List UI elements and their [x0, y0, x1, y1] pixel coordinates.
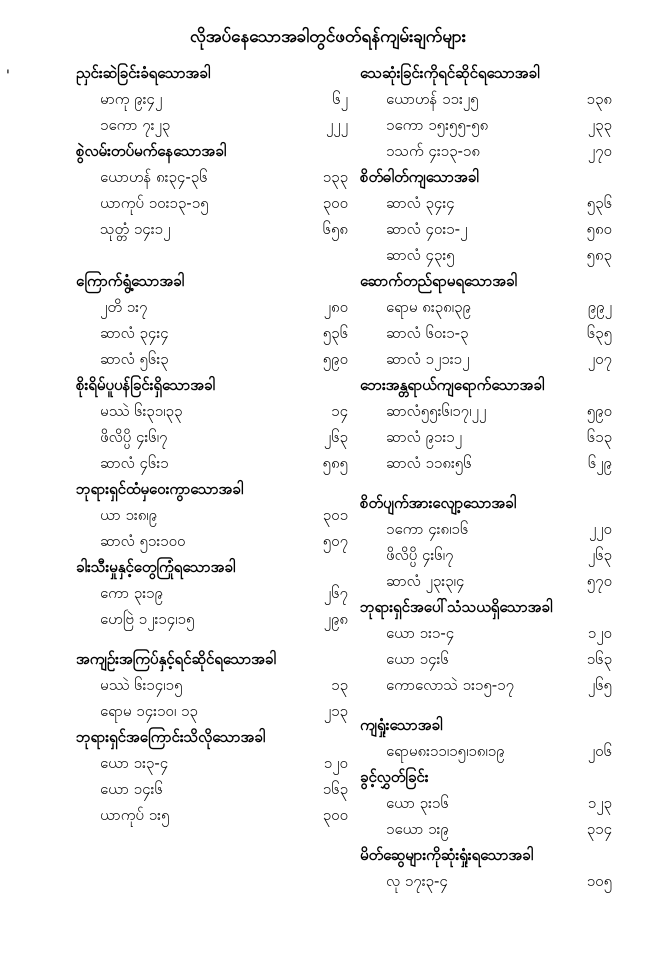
page-number: ၂၆၇ [323, 584, 348, 602]
verse-entry [360, 346, 612, 372]
page-number: ၁၆၃ [586, 650, 612, 668]
page-number: ၃၀၀ [322, 194, 348, 212]
verse-entry [86, 750, 348, 776]
left-column [76, 60, 348, 828]
verse-reference: ယော ၁း၃-၄ [100, 754, 169, 772]
verse-entry [360, 320, 612, 346]
page-number: ၂၀၇ [587, 350, 612, 368]
verse-entry [360, 868, 612, 894]
page-number: ၆၃၅ [586, 324, 612, 342]
verse-entry [360, 542, 612, 568]
verse-reference: ဆာလံ ၅၆း၃ [100, 350, 169, 368]
page-number: ၁၃၃ [322, 168, 348, 186]
verse-entry [360, 242, 612, 268]
page-number: ၂၇၀ [587, 142, 612, 160]
page-number: ၅၈၀ [586, 220, 612, 238]
section-heading: စိုးရိမ်ပူပန်ခြင်းရှိသောအခါ [76, 376, 216, 394]
verse-entry [360, 398, 612, 424]
verse-entry [360, 86, 612, 112]
page-number: ၆၁၃ [586, 428, 612, 446]
page-number: ၃၀၁ [322, 506, 348, 524]
page-number: ၅၇၀ [586, 572, 612, 590]
section-heading: ညှင်းဆဲခြင်းခံရသောအခါ [76, 64, 211, 82]
margin-mark: ' [6, 68, 10, 84]
page-number: ၁၃ [331, 676, 348, 694]
section [76, 476, 348, 554]
page-title: လိုအပ်နေသောအခါတွင်ဖတ်ရန်ကျမ်းချက်များ [189, 27, 467, 47]
verse-entry [360, 294, 612, 320]
verse-reference: ရောမ ၈း၃၈၊၃၉ [386, 298, 471, 316]
verse-reference: ၁ကော ၇း၂၃ [100, 116, 171, 134]
verse-reference: ဆာလံ ၆၀း၁-၃ [386, 324, 469, 342]
verse-reference: ဆာလံ ၂၃း၃၊၄ [386, 572, 465, 590]
verse-reference: ၁ယော ၁း၉ [386, 820, 449, 838]
section [360, 60, 612, 164]
section [360, 372, 612, 476]
section [76, 554, 348, 632]
page-number: ၅၀၇ [322, 532, 348, 550]
section [76, 138, 348, 242]
verse-entry [86, 698, 348, 724]
section-heading: စွဲလမ်းတပ်မက်နေသောအခါ [76, 142, 227, 160]
verse-reference: မာကု ၉း၄၂ [100, 90, 163, 108]
verse-entry [360, 190, 612, 216]
verse-entry [360, 646, 612, 672]
verse-reference: ၂တိ ၁း၇ [100, 298, 148, 316]
section [360, 268, 612, 372]
page-number: ၂၂၀ [588, 520, 612, 538]
verse-entry [86, 672, 348, 698]
verse-entry [86, 164, 348, 190]
page-number: ၃၁၄ [586, 820, 612, 838]
verse-reference: ဆာလံ၅၅း၆၊၁၇၊၂၂ [386, 402, 487, 420]
verse-entry [360, 816, 612, 842]
verse-reference: မဿဲ ၆း၁၄၊၁၅ [100, 676, 183, 694]
verse-reference: ယောဟန် ၁၁း၂၅ [386, 90, 479, 108]
verse-reference: ကော ၃း၁၉ [100, 584, 163, 602]
verse-entry [86, 776, 348, 802]
section-heading: ဘုရားရှင်ထံမှဝေးကွာသောအခါ [76, 480, 244, 498]
page-number: ၁၃၈ [586, 90, 612, 108]
section-heading: ခါးသီးမှုနှင့်တွေကြုံရသောအခါ [76, 558, 236, 576]
page-number: ၁၂၃ [587, 794, 612, 812]
verse-entry [360, 516, 612, 542]
verse-entry [360, 672, 612, 698]
verse-reference: ဆာလံ ၃၄း၄ [100, 324, 169, 342]
page-number: ၂၃၃ [587, 116, 612, 134]
verse-reference: ဆာလံ ၁၂၁း၁၂ [386, 350, 470, 368]
section-heading: ဘုရားရှင်အပေါ်သံသယရှိသောအခါ [360, 598, 553, 616]
verse-reference: ဆာလံ ၄၆း၁ [100, 454, 169, 472]
section-heading: စိတ်ပျက်အားလျော့သောအခါ [360, 494, 517, 512]
page-number: ၁၂၀ [587, 624, 612, 642]
page-number: ၅၈၃ [586, 246, 612, 264]
verse-reference: ဆာလံ ၄၃း၅ [386, 246, 455, 264]
verse-reference: ရောမ၈း၁၁၊၁၅၊၁၈၊၁၉ [386, 742, 505, 760]
verse-reference: ဆာလံ ၉၁း၁၂ [386, 428, 462, 446]
section-heading: စိတ်ဓါတ်ကျသောအခါ [360, 168, 479, 186]
verse-entry [360, 424, 612, 450]
verse-entry [360, 216, 612, 242]
verse-entry [86, 398, 348, 424]
section [360, 594, 612, 698]
page-number: ၁၄ [331, 402, 348, 420]
page-number: ၂၈၀ [323, 298, 348, 316]
verse-entry [86, 802, 348, 828]
verse-reference: ယာကုပ် ၁း၅ [100, 806, 170, 824]
verse-reference: ယာကုပ် ၁၀း၁၃-၁၅ [100, 194, 209, 212]
verse-reference: ယာ ၁း၈၊၉ [100, 506, 158, 524]
page-number: ၂၆၅ [587, 676, 612, 694]
page-number: ၂၀၆ [587, 742, 612, 760]
verse-entry [360, 112, 612, 138]
section-heading: အကျဉ်းအကြပ်နှင့်ရင်ဆိုင်ရသောအခါ [76, 650, 276, 668]
verse-entry [86, 294, 348, 320]
verse-entry [360, 138, 612, 164]
verse-entry [86, 86, 348, 112]
section [360, 842, 612, 894]
section-heading: ဆောက်တည်ရာမရသောအခါ [360, 272, 518, 290]
verse-entry [86, 606, 348, 632]
page-number: ၁၆၃ [322, 780, 348, 798]
page-number: ၁၂၀ [323, 754, 348, 772]
verse-entry [86, 190, 348, 216]
section [76, 724, 348, 828]
verse-entry [360, 790, 612, 816]
section [360, 712, 612, 764]
page-number: ၅၃၆ [322, 324, 348, 342]
verse-entry [86, 346, 348, 372]
section-heading: ဘေးအန္တရာယ်ကျရောက်သောအခါ [360, 376, 545, 394]
verse-entry [86, 580, 348, 606]
section-spacer [86, 242, 348, 268]
verse-reference: ယော ၁၄း၆ [386, 650, 449, 668]
verse-entry [86, 502, 348, 528]
section-heading: သေဆုံးခြင်းကိုရင်ဆိုင်ရသောအခါ [360, 64, 540, 82]
verse-entry [360, 450, 612, 476]
section [76, 372, 348, 476]
page-number: ၅၃၆ [586, 194, 612, 212]
verse-entry [86, 528, 348, 554]
verse-reference: ဖိလိပ္ပိ ၄း၆၊၇ [386, 546, 454, 564]
section [360, 490, 612, 594]
section [76, 268, 348, 372]
page-number: ၃၀၀ [322, 806, 348, 824]
section [76, 60, 348, 138]
page-number: ၂၆၃ [323, 428, 348, 446]
verse-reference: ဆာလံ ၄၀း၁-၂ [386, 220, 468, 238]
section-spacer [86, 632, 348, 646]
verse-reference: ၁ကော ၄း၈၊၁၆ [386, 520, 469, 538]
verse-reference: ဆာလံ ၅၁း၁၀၀ [100, 532, 186, 550]
section-heading: မိတ်ဆွေများကိုဆုံးရှုံးရသောအခါ [360, 846, 534, 864]
verse-reference: ဟေဗြဲ ၁၂း၁၄၊၁၅ [100, 610, 195, 628]
page-number: ၂၁၃ [323, 702, 348, 720]
page-number: ၅၈၅ [322, 454, 348, 472]
section-heading: ကျရှုံးသောအခါ [360, 716, 443, 734]
section [360, 164, 612, 268]
verse-reference: မဿဲ ၆း၃၁၊၃၃ [100, 402, 183, 420]
verse-entry [360, 738, 612, 764]
section-spacer [360, 698, 612, 712]
verse-reference: ဖိလိပ္ပိ ၄း၆၊၇ [100, 428, 168, 446]
verse-reference: ကောလောသဲ ၁း၁၅-၁၇ [386, 676, 515, 694]
section [76, 646, 348, 724]
verse-entry [86, 320, 348, 346]
verse-reference: ယောဟန် ၈း၃၄-၃၆ [100, 168, 208, 186]
verse-reference: ယော ၁း၁-၄ [386, 624, 455, 642]
page-number: ၁၀၅ [586, 872, 612, 890]
verse-entry [86, 216, 348, 242]
page-number: ၆၂ [332, 90, 348, 108]
verse-reference: သုတ္တံ ၁၄း၁၂ [100, 220, 171, 238]
verse-reference: ၁သက် ၄း၁၃-၁၈ [386, 142, 480, 160]
verse-entry [86, 424, 348, 450]
verse-reference: ဆာလံ ၁၁၈း၅၆ [386, 454, 472, 472]
verse-reference: ရောမ ၁၄း၁၀၊ ၁၃ [100, 702, 198, 720]
verse-entry [360, 620, 612, 646]
verse-reference: ဆာလံ ၃၄း၄ [386, 194, 455, 212]
page-number: ၅၉၀ [586, 402, 612, 420]
section-spacer [360, 476, 612, 490]
section-heading: ခွင့်လွှတ်ခြင်း [360, 768, 429, 786]
page-number: ၆၂၉ [587, 454, 612, 472]
verse-entry [86, 112, 348, 138]
verse-entry [360, 568, 612, 594]
verse-reference: ၁ကော ၁၅း၅၅-၅၈ [386, 116, 489, 134]
page-number: ၂၂၂ [325, 116, 348, 134]
section [360, 764, 612, 842]
verse-entry [86, 450, 348, 476]
verse-reference: လု ၁၇း၃-၄ [386, 872, 448, 890]
page-number: ၅၉၀ [322, 350, 348, 368]
verse-reference: ယော ၁၄း၆ [100, 780, 163, 798]
page-number: ၉၉၂ [587, 298, 612, 316]
page-number: ၂၆၃ [587, 546, 612, 564]
section-heading: ဘုရားရှင်အကြောင်းသိလိုသောအခါ [76, 728, 266, 746]
section-heading: ကြောက်ရွံ့သောအခါ [76, 272, 185, 290]
page-number: ၂၉၈ [323, 610, 348, 628]
page-number: ၆၅၈ [322, 220, 348, 238]
right-column [360, 60, 612, 894]
verse-reference: ယော ၃း၁၆ [386, 794, 449, 812]
